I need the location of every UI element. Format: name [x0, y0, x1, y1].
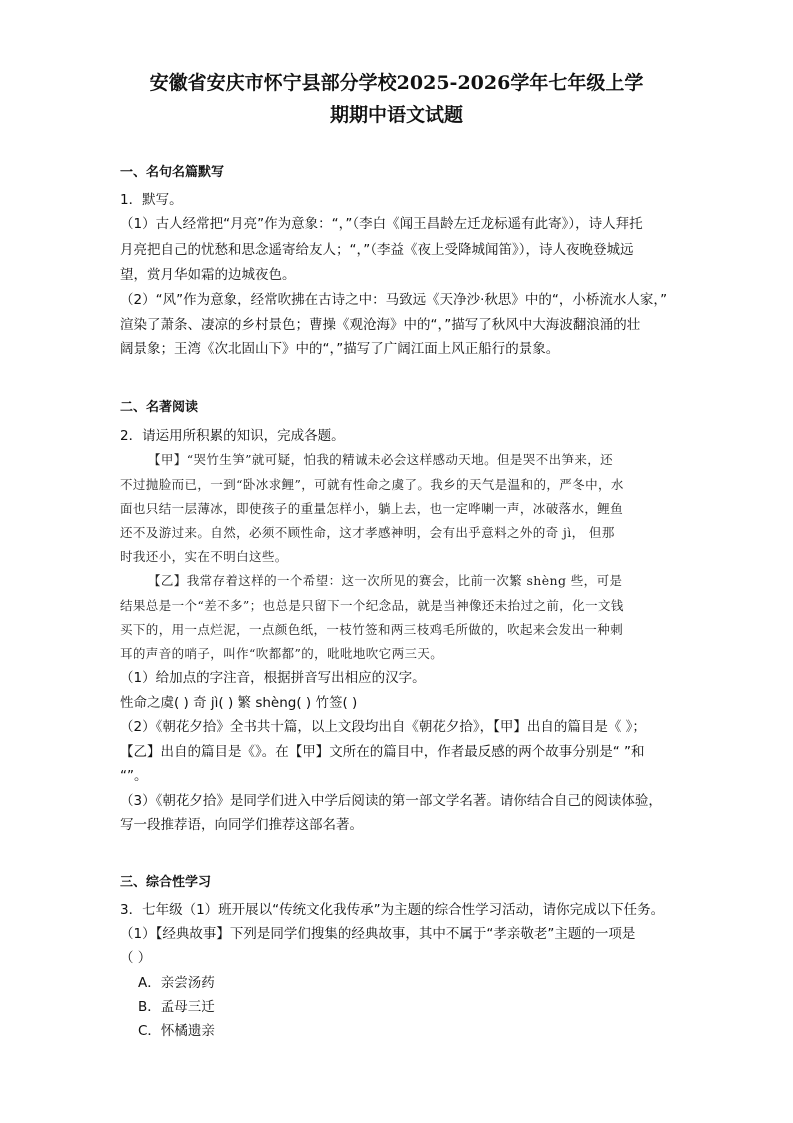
- excerpt-yi-line: 耳的声音的哨子，叫作“吹都都”的，吡吡地吹它两三天。: [120, 646, 444, 661]
- question-2-stem: 2．请运用所积累的知识，完成各题。: [120, 428, 345, 444]
- question-2-sub-3: （3）《朝花夕拾》是同学们进入中学后阅读的第一部文学名著。请你结合自己的阅读体验，: [120, 793, 662, 809]
- document-title-line-1: 安徽省安庆市怀宁县部分学校2025-2026学年七年级上学: [149, 72, 644, 94]
- question-1-text-line: 月亮把自己的忧愁和思念遥寄给友人；“，”（李益《夜上受降城闻笛》），诗人夜晚登城远: [120, 242, 634, 258]
- excerpt-jia-line: 不过抛脸而已，一到“卧冰求鲤”，可就有性命之虞了。我乡的天气是温和的，严冬中，水: [120, 477, 624, 492]
- question-1-stem: 1．默写。: [120, 192, 183, 208]
- question-2-sub-2-cont: “”。: [120, 768, 148, 784]
- question-1-text-line: 阔景象；王湾《次北固山下》中的“，”描写了广阔江面上风正船行的景象。: [120, 341, 560, 357]
- excerpt-yi-line: 结果总是一个“差不多”；也总是只留下一个纪念品，就是当神像还未抬过之前，化一文钱: [120, 598, 624, 613]
- option-a: A．亲尝汤药: [138, 975, 215, 991]
- question-2-sub-3-cont: 写一段推荐语，向同学们推荐这部名著。: [120, 817, 363, 833]
- excerpt-yi-line: 买下的，用一点烂泥，一点颜色纸，一枝竹签和两三枝鸡毛所做的，吹起来会发出一种刺: [120, 622, 624, 637]
- question-1-text-line: （1）古人经常把“月亮”作为意象：“，”（李白《闻王昌龄左迁龙标遥有此寄》），诗人拜托: [120, 216, 643, 232]
- section-1-heading: 一、名句名篇默写: [120, 165, 225, 180]
- question-1-text-line: 望，赏月华如霜的边城夜色。: [120, 267, 296, 283]
- document-title-line-2: 期期中语文试题: [329, 104, 463, 126]
- section-3-heading: 三、综合性学习: [120, 875, 212, 890]
- question-3-stem: 3．七年级（1）班开展以“传统文化我传承”为主题的综合性学习活动，请你完成以下任务。: [120, 902, 665, 918]
- excerpt-yi-line: 【乙】我常存着这样的一个希望：这一次所见的赛会，比前一次繁 shèng 些，可是: [148, 573, 623, 588]
- option-b: B．孟母三迁: [138, 999, 215, 1015]
- question-2-sub-2: （2）《朝花夕拾》全书共十篇，以上文段均出自《朝花夕拾》，【甲】出自的篇目是《 》；: [120, 719, 646, 735]
- question-1-text-line: 渲染了萧条、凄凉的乡村景色；曹操《观沧海》中的“，”描写了秋风中大海波翻浪涌的壮: [120, 317, 641, 333]
- option-c: C．怀橘遗亲: [138, 1023, 215, 1039]
- question-1-text-line: （2）“风”作为意象，经常吹拂在古诗之中：马致远《天净沙·秋思》中的“，小桥流水人家，”: [120, 292, 668, 308]
- excerpt-jia-line: 还不及游过来。自然，必须不顾性命，这才孝感神明，会有出乎意料之外的奇 jì， 但那: [120, 525, 615, 540]
- question-2-sub-2-cont: 【乙】出自的篇目是《》。在【甲】文所在的篇目中，作者最反感的两个故事分别是“ ”和: [120, 744, 645, 760]
- pinyin-blanks-line: 性命之虞( ) 奇 jì( ) 繁 shèng( ) 竹签( ): [120, 695, 358, 711]
- question-2-sub-1: （1）给加点的字注音，根据拼音写出相应的汉字。: [120, 670, 426, 686]
- excerpt-jia-line: 面也只结一层薄冰，即使孩子的重量怎样小，躺上去，也一定哗喇一声，冰破落水，鲤鱼: [120, 501, 624, 516]
- question-3-sub-1: （1）【经典故事】下列是同学们搜集的经典故事，其中不属于“孝亲敬老”主题的一项是: [120, 926, 636, 942]
- excerpt-jia-line: 【甲】“哭竹生笋”就可疑，怕我的精诚未必会这样感动天地。但是哭不出笋来，还: [148, 452, 614, 467]
- answer-bracket: （ ）: [120, 950, 152, 966]
- section-2-heading: 二、名著阅读: [120, 400, 199, 415]
- excerpt-jia-line: 时我还小，实在不明白这些。: [120, 549, 288, 564]
